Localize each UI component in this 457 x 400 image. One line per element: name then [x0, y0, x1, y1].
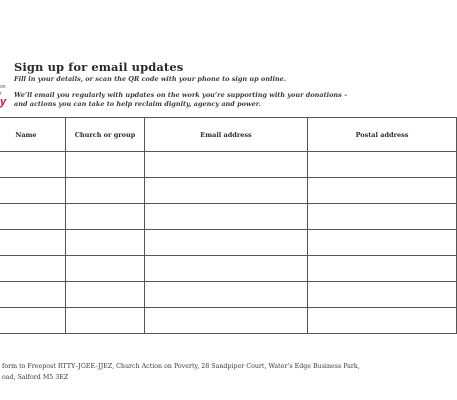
cell-church-or-group[interactable] — [66, 152, 145, 178]
cell-name[interactable] — [0, 230, 66, 256]
intro-line-2: and actions you can take to help reclaim dignity, agency and power. — [14, 100, 261, 108]
signup-table — [0, 117, 457, 334]
cell-postal-address[interactable] — [308, 282, 457, 308]
logo-mark: y — [0, 96, 7, 108]
cell-postal-address[interactable] — [308, 256, 457, 282]
logo — [0, 84, 12, 110]
table-row — [0, 230, 457, 256]
intro-text — [14, 91, 347, 109]
footer-address — [2, 362, 360, 383]
cell-email-address[interactable] — [145, 204, 308, 230]
footer-line-1: form to Freepost RTTY–JGEE–JJEZ, Church Action on Poverty, 28 Sandpiper Court, Water’s Edge Business Park, — [2, 363, 360, 370]
cell-name[interactable] — [0, 152, 66, 178]
table-row — [0, 308, 457, 334]
cell-postal-address[interactable] — [308, 204, 457, 230]
table-row — [0, 282, 457, 308]
column-header-name: Name — [0, 118, 66, 152]
cell-postal-address[interactable] — [308, 178, 457, 204]
intro-line-1: We’ll email you regularly with updates on the work you’re supporting with your donations – — [14, 91, 348, 99]
cell-name[interactable] — [0, 256, 66, 282]
table-row — [0, 204, 457, 230]
table-row — [0, 178, 457, 204]
footer-line-2: oad, Salford M5 3EZ — [2, 373, 69, 381]
table-row — [0, 152, 457, 178]
cell-email-address[interactable] — [145, 230, 308, 256]
cell-email-address[interactable] — [145, 308, 308, 334]
cell-church-or-group[interactable] — [66, 256, 145, 282]
cell-email-address[interactable] — [145, 152, 308, 178]
page-subtitle: Fill in your details, or scan the QR code with your phone to sign up online. — [14, 75, 287, 83]
cell-church-or-group[interactable] — [66, 308, 145, 334]
cell-church-or-group[interactable] — [66, 282, 145, 308]
cell-name[interactable] — [0, 308, 66, 334]
cell-email-address[interactable] — [145, 282, 308, 308]
cell-email-address[interactable] — [145, 256, 308, 282]
column-header-email-address: Email address — [145, 118, 308, 152]
logo-text-line1: on — [0, 84, 6, 90]
column-header-church-or-group: Church or group — [66, 118, 145, 152]
cell-church-or-group[interactable] — [66, 204, 145, 230]
cell-email-address[interactable] — [145, 178, 308, 204]
table-row — [0, 256, 457, 282]
column-header-postal-address: Postal address — [308, 118, 457, 152]
cell-postal-address[interactable] — [308, 230, 457, 256]
cell-postal-address[interactable] — [308, 308, 457, 334]
table-header-row — [0, 118, 457, 152]
cell-name[interactable] — [0, 178, 66, 204]
page-title: Sign up for email updates — [14, 60, 184, 74]
logo-text-line2: r — [0, 91, 2, 97]
cell-name[interactable] — [0, 204, 66, 230]
cell-church-or-group[interactable] — [66, 230, 145, 256]
cell-church-or-group[interactable] — [66, 178, 145, 204]
cell-postal-address[interactable] — [308, 152, 457, 178]
cell-name[interactable] — [0, 282, 66, 308]
